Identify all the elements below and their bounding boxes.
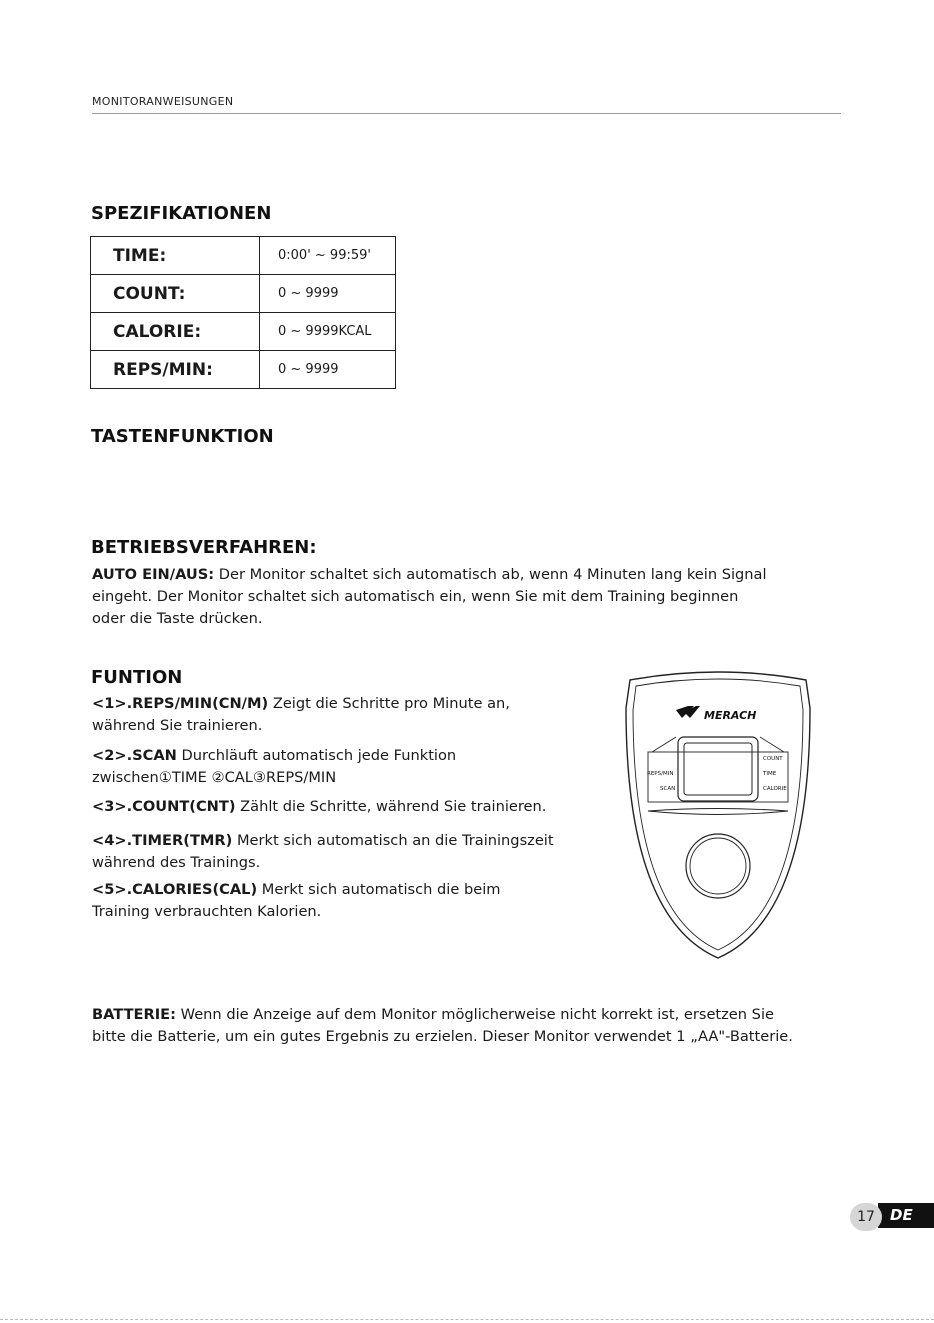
function-text-line2: zwischen①TIME ②CAL③REPS/MIN [92, 769, 337, 786]
function-text-line2: während Sie trainieren. [92, 717, 263, 734]
function-text-line2: während des Trainings. [92, 854, 261, 871]
header-divider [92, 113, 841, 114]
function-label: <4>.TIMER(TMR) [92, 832, 233, 849]
spec-label: REPS/MIN: [91, 351, 260, 389]
function-label: <1>.REPS/MIN(CN/M) [92, 695, 269, 712]
table-row [91, 237, 396, 275]
monitor-brand: MERACH [704, 709, 757, 722]
spec-label: TIME: [91, 237, 260, 275]
spec-value: 0 ~ 9999 [260, 275, 396, 313]
page-header: MONITORANWEISUNGEN [92, 95, 234, 108]
monitor-illustration [618, 668, 818, 960]
function-item [92, 745, 612, 789]
battery-paragraph [92, 1004, 882, 1048]
monitor-label-scan: SCAN [660, 786, 676, 792]
page-bottom-edge [0, 1319, 934, 1320]
monitor-label-calorie: CALORIE [763, 786, 787, 792]
function-text: Zählt die Schritte, während Sie trainieren. [235, 798, 547, 815]
spec-label: CALORIE: [91, 313, 260, 351]
auto-label: AUTO EIN/AUS: [92, 566, 215, 583]
function-label: <2>.SCAN [92, 747, 177, 764]
function-item [92, 879, 612, 923]
function-label: <5>.CALORIES(CAL) [92, 881, 258, 898]
spec-value: 0:00' ~ 99:59' [260, 237, 396, 275]
operation-line: oder die Taste drücken. [92, 610, 263, 627]
monitor-label-time: TIME [763, 771, 777, 777]
table-row [91, 275, 396, 313]
keys-title: TASTENFUNKTION [91, 426, 274, 447]
function-item [92, 796, 612, 818]
battery-label: BATTERIE: [92, 1006, 176, 1023]
monitor-label-reps: REPS/MIN [647, 771, 674, 777]
functions-title: FUNTION [91, 667, 183, 688]
specs-title: SPEZIFIKATIONEN [91, 203, 272, 224]
function-item [92, 830, 612, 874]
operation-line [92, 564, 852, 586]
table-row [91, 313, 396, 351]
table-row [91, 351, 396, 389]
spec-label: COUNT: [91, 275, 260, 313]
operation-paragraph [92, 564, 852, 630]
battery-text-line2: bitte die Batterie, um ein gutes Ergebnis zu erzielen. Dieser Monitor verwendet 1 „AA"-Batterie. [92, 1028, 793, 1045]
battery-text: Wenn die Anzeige auf dem Monitor möglicherweise nicht korrekt ist, ersetzen Sie [175, 1006, 774, 1023]
monitor-label-count: COUNT [763, 756, 783, 762]
function-text: Durchläuft automatisch jede Funktion [176, 747, 457, 764]
function-text: Zeigt die Schritte pro Minute an, [268, 695, 510, 712]
function-text: Merkt sich automatisch die beim [257, 881, 501, 898]
function-text: Merkt sich automatisch an die Trainingszeit [232, 832, 554, 849]
spec-value: 0 ~ 9999KCAL [260, 313, 396, 351]
function-text-line2: Training verbrauchten Kalorien. [92, 903, 322, 920]
operation-title: BETRIEBSVERFAHREN: [91, 537, 317, 558]
specs-table [90, 236, 396, 389]
function-item [92, 693, 612, 737]
spec-value: 0 ~ 9999 [260, 351, 396, 389]
language-badge: DE [878, 1203, 934, 1228]
function-label: <3>.COUNT(CNT) [92, 798, 236, 815]
operation-line: eingeht. Der Monitor schaltet sich automatisch ein, wenn Sie mit dem Training beginnen [92, 588, 739, 605]
auto-text: Der Monitor schaltet sich automatisch ab, wenn 4 Minuten lang kein Signal [214, 566, 767, 583]
page-number: 17 [850, 1203, 882, 1231]
